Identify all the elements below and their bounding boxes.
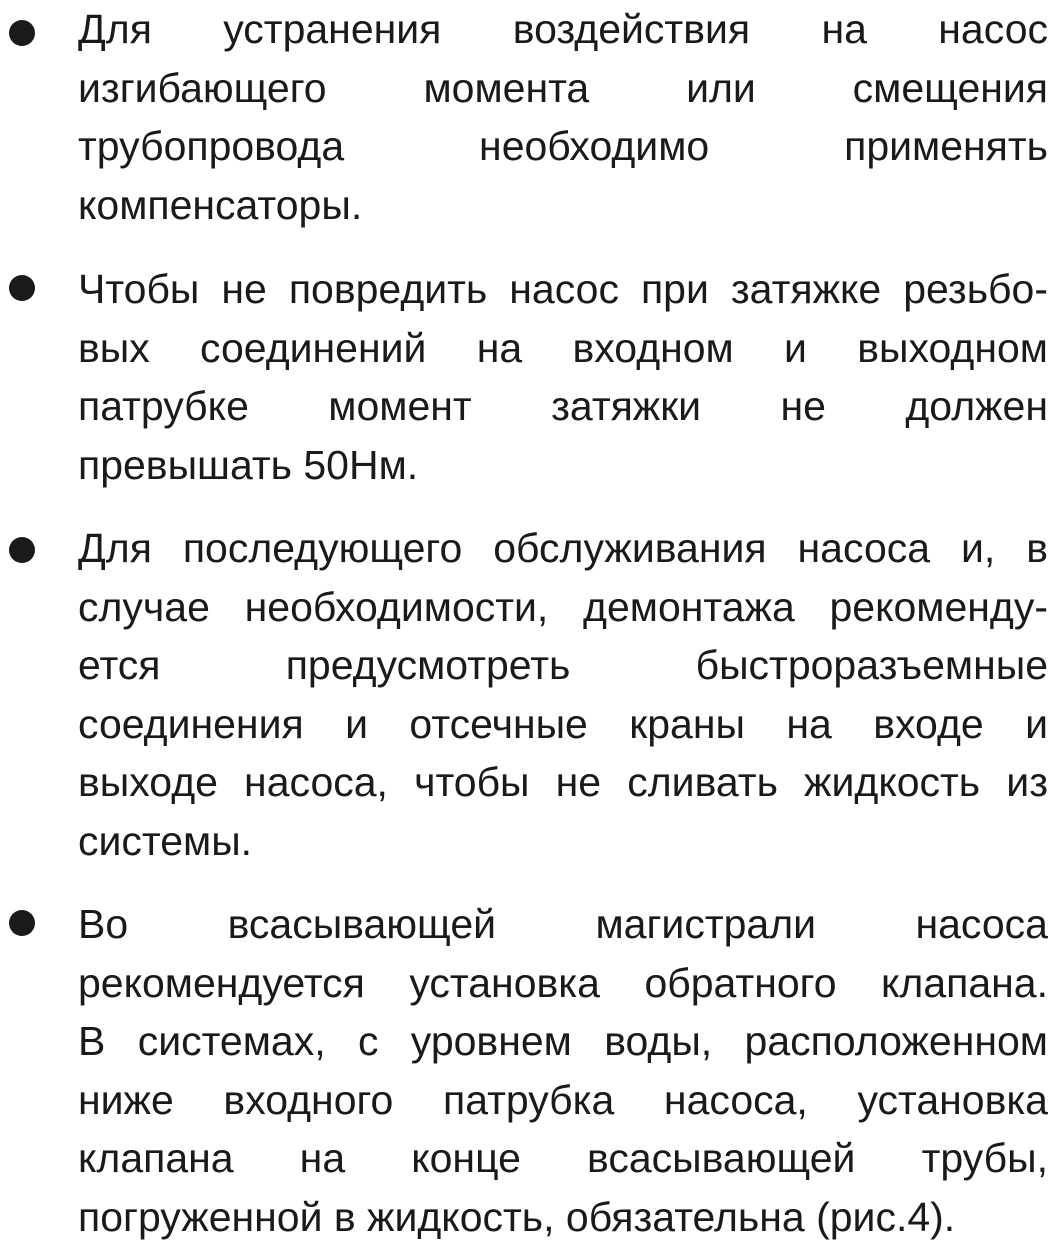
text-line: В системах, с уровнем воды, расположенном [78,1018,1048,1064]
text-line: патрубке момент затяжки не должен [78,383,1048,429]
text-line: погруженной в жидкость, обязательна (рис.4). [78,1193,956,1240]
text-line: ется предусмотреть быстроразъемные [78,642,1048,688]
bullet-text [78,260,1048,494]
text-line: клапана на конце всасывающей трубы, [78,1135,1048,1181]
text-line: трубопровода необходимо применять [78,123,1048,169]
text-line: Для устранения воздействия на насос [78,6,1048,52]
text-line: рекомендуется установка обратного клапана. [78,959,1048,1006]
text-line: превышать 50Нм. [78,441,419,488]
text-line: Во всасывающей магистрали насоса [78,901,1048,947]
bullet-text [78,895,1048,1246]
text-line: вых соединений на входном и выходном [78,324,1048,371]
bullet-text [78,0,1048,234]
text-line: системы. [78,817,253,864]
bullet-text [78,519,1048,870]
text-line: Чтобы не повредить насос при затяжке резьбо- [78,266,1048,312]
text-line: изгибающего момента или смещения [78,64,1048,111]
bullet-dot-icon [9,910,35,936]
bullet-dot-icon [9,537,35,563]
text-line: случае необходимости, демонтажа рекоменду- [78,583,1048,630]
text-line: Для последующего обслуживания насоса и, в [78,525,1048,571]
text-line: ниже входного патрубка насоса, установка [78,1076,1048,1123]
bullet-dot-icon [9,20,35,46]
text-line: выходе насоса, чтобы не сливать жидкость из [78,759,1048,805]
text-line: соединения и отсечные краны на входе и [78,700,1048,747]
bullet-dot-icon [9,275,35,301]
text-line: компенсаторы. [78,181,363,228]
